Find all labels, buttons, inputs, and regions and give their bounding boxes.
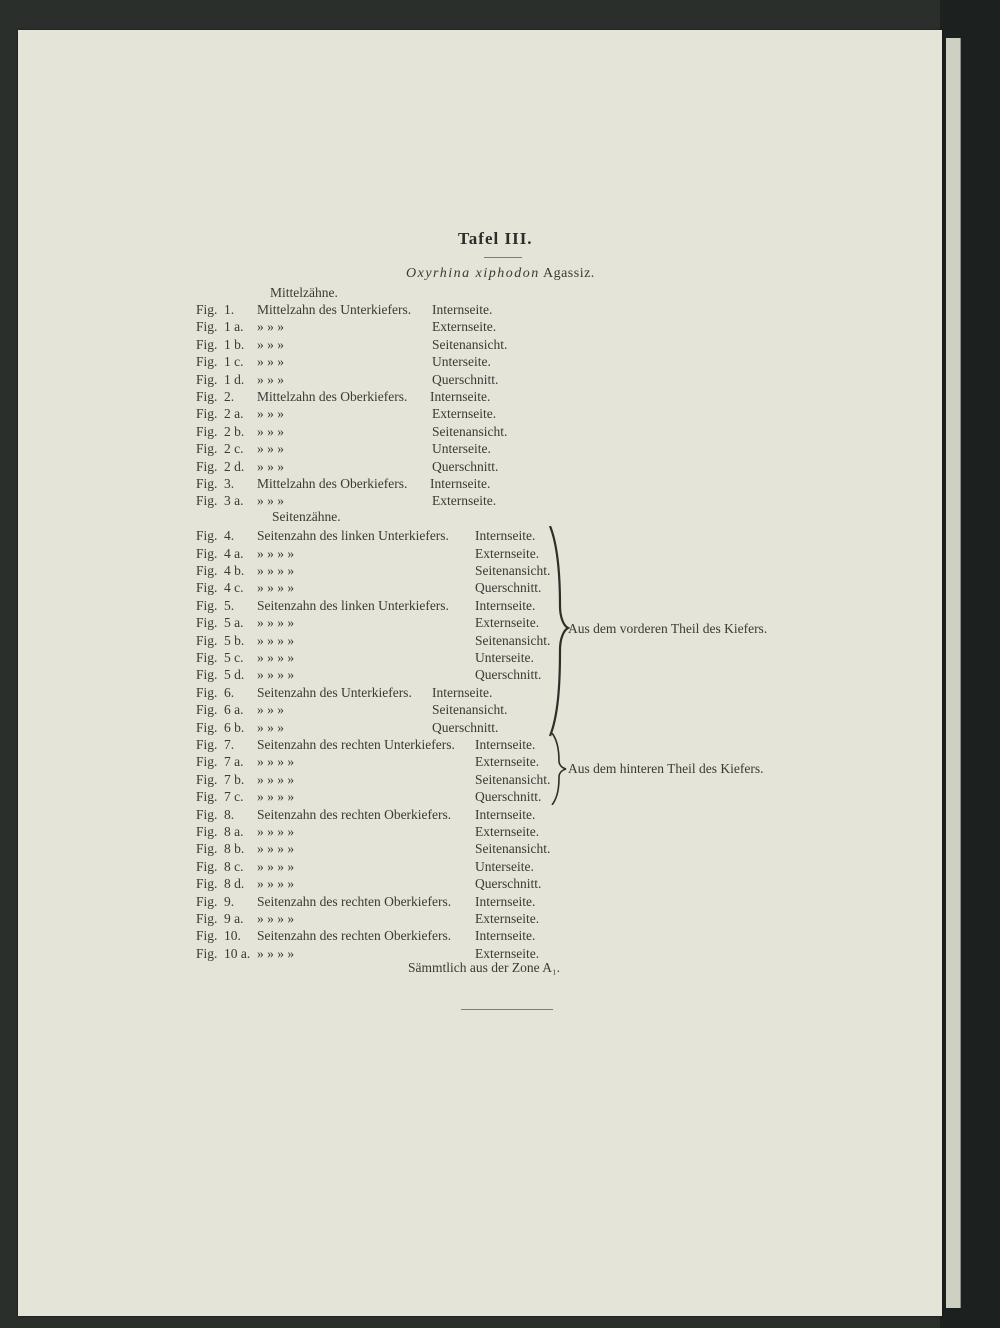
figure-description: » » » »	[257, 945, 295, 961]
figure-description: » » » »	[257, 824, 295, 839]
figure-view: Seitenansicht.	[475, 563, 551, 578]
figure-description: Seitenzahn des rechten Oberkiefers.	[257, 928, 452, 944]
figure-prefix: Fig.	[196, 945, 218, 961]
species-author: Agassiz.	[542, 266, 595, 281]
figure-description: » » » »	[257, 911, 295, 926]
figure-description: » » » »	[257, 615, 295, 631]
figure-view: Internseite.	[475, 928, 536, 944]
figure-description: » » » »	[257, 858, 295, 874]
figure-view: Seitenansicht.	[432, 336, 508, 352]
plate-page	[18, 30, 942, 1316]
figure-prefix: Fig.	[196, 650, 218, 665]
figure-description: » » » »	[257, 632, 295, 648]
figure-prefix: Fig.	[196, 911, 218, 926]
figure-number: 7 b.	[224, 771, 245, 787]
figure-prefix: Fig.	[196, 632, 218, 648]
figure-number: 7 c.	[224, 789, 244, 805]
figure-prefix: Fig.	[196, 319, 218, 335]
figure-prefix: Fig.	[196, 893, 218, 909]
figure-prefix: Fig.	[196, 615, 218, 631]
figure-number: 3.	[224, 476, 235, 491]
figure-prefix: Fig.	[196, 580, 218, 596]
figure-view: Externseite.	[475, 545, 540, 561]
figure-number: 8 b.	[224, 841, 245, 857]
figure-view: Internseite.	[475, 597, 536, 613]
figure-description: » » » »	[257, 754, 295, 770]
figure-description: Seitenzahn des rechten Oberkiefers.	[257, 893, 452, 909]
figure-description: » » » »	[257, 580, 295, 596]
figure-prefix: Fig.	[196, 406, 218, 422]
figure-view: Querschnitt.	[432, 719, 499, 735]
figure-view: Internseite.	[430, 389, 491, 404]
figure-prefix: Fig.	[196, 702, 218, 718]
figure-prefix: Fig.	[196, 876, 218, 892]
figure-view: Querschnitt.	[475, 876, 542, 892]
figure-prefix: Fig.	[196, 824, 218, 839]
figure-prefix: Fig.	[196, 667, 218, 683]
figure-number: 5 c.	[224, 650, 244, 665]
figure-prefix: Fig.	[196, 684, 218, 700]
figure-view: Externseite.	[475, 945, 540, 961]
figure-view: Seitenansicht.	[475, 771, 551, 787]
figure-description: Seitenzahn des Unterkiefers.	[257, 684, 412, 700]
figure-view: Internseite.	[432, 684, 493, 700]
section-heading-seitenzaehne: Seitenzähne.	[272, 509, 341, 524]
figure-prefix: Fig.	[196, 354, 218, 370]
figure-number: 5 b.	[224, 632, 245, 648]
figure-number: 6 b.	[224, 719, 245, 735]
figure-view: Internseite.	[475, 737, 536, 752]
figure-number: 7.	[224, 737, 235, 752]
figure-number: 8 c.	[224, 858, 244, 874]
figure-view: Externseite.	[475, 754, 540, 770]
figure-description: » » »	[257, 702, 284, 718]
figure-description: Seitenzahn des rechten Oberkiefers.	[257, 806, 452, 822]
brace-vorderen	[546, 526, 570, 738]
figure-description: » » »	[257, 371, 284, 387]
figure-description: Mittelzahn des Oberkiefers.	[257, 476, 408, 491]
figure-number: 1.	[224, 302, 235, 317]
figure-view: Seitenansicht.	[432, 423, 508, 439]
figure-number: 1 d.	[224, 371, 245, 387]
figure-description: » » » »	[257, 771, 295, 787]
figure-number: 10 a.	[224, 945, 251, 961]
figure-number: 5.	[224, 597, 235, 613]
note-vorderer-teil: Aus dem vorderen Theil des Kiefers.	[568, 621, 768, 636]
figure-view: Seitenansicht.	[475, 632, 551, 648]
figure-description: » » »	[257, 441, 284, 457]
figure-view: Externseite.	[432, 493, 497, 509]
figure-description: Seitenzahn des linken Unterkiefers.	[257, 597, 449, 613]
figure-number: 6 a.	[224, 702, 244, 718]
figure-prefix: Fig.	[196, 597, 218, 613]
figure-prefix: Fig.	[196, 858, 218, 874]
figure-description: » » »	[257, 406, 284, 422]
figure-view: Externseite.	[475, 911, 540, 926]
figure-description: Mittelzahn des Oberkiefers.	[257, 389, 408, 404]
figure-view: Internseite.	[475, 528, 536, 544]
figure-prefix: Fig.	[196, 737, 218, 752]
figure-number: 4 b.	[224, 563, 245, 578]
figure-number: 2 a.	[224, 406, 244, 422]
figure-description: » » » »	[257, 563, 295, 578]
section-heading-mittelzaehne: Mittelzähne.	[270, 285, 338, 300]
note-hinterer-teil: Aus dem hinteren Theil des Kiefers.	[568, 761, 764, 776]
figure-description: » » »	[257, 458, 284, 474]
figure-view: Internseite.	[475, 806, 536, 822]
zone-note: Sämmtlich aus der Zone A₁.	[408, 960, 561, 975]
figure-number: 7 a.	[224, 754, 244, 770]
figure-view: Internseite.	[432, 302, 493, 317]
figure-description: » » »	[257, 423, 284, 439]
figure-view: Unterseite.	[475, 650, 534, 665]
figure-prefix: Fig.	[196, 302, 218, 317]
figure-number: 10.	[224, 928, 241, 944]
figure-description: Seitenzahn des rechten Unterkiefers.	[257, 737, 455, 752]
figure-view: Querschnitt.	[475, 789, 542, 805]
figure-view: Unterseite.	[432, 441, 491, 457]
figure-view: Querschnitt.	[432, 371, 499, 387]
page-edges	[946, 38, 961, 1308]
figure-prefix: Fig.	[196, 771, 218, 787]
figure-description: » » » »	[257, 789, 295, 805]
figure-number: 8.	[224, 806, 235, 822]
figure-view: Unterseite.	[475, 858, 534, 874]
figure-view: Internseite.	[430, 476, 491, 491]
figure-number: 4.	[224, 528, 235, 544]
figure-number: 2 c.	[224, 441, 244, 457]
figure-description: » » » »	[257, 876, 295, 892]
figure-view: Querschnitt.	[475, 580, 542, 596]
figure-prefix: Fig.	[196, 493, 218, 509]
figure-description: » » »	[257, 719, 284, 735]
figure-prefix: Fig.	[196, 528, 218, 544]
figure-description: » » » »	[257, 650, 295, 665]
figure-prefix: Fig.	[196, 545, 218, 561]
figure-number: 2 d.	[224, 458, 245, 474]
figure-prefix: Fig.	[196, 841, 218, 857]
figure-prefix: Fig.	[196, 458, 218, 474]
figure-description: Seitenzahn des linken Unterkiefers.	[257, 528, 449, 544]
figure-number: 3 a.	[224, 493, 244, 509]
figure-prefix: Fig.	[196, 423, 218, 439]
figure-number: 5 a.	[224, 615, 244, 631]
figure-number: 1 c.	[224, 354, 244, 370]
species-name: Oxyrhina xiphodon	[406, 266, 540, 281]
figure-description: » » » »	[257, 841, 295, 857]
figure-number: 1 b.	[224, 336, 245, 352]
figure-prefix: Fig.	[196, 719, 218, 735]
figure-prefix: Fig.	[196, 754, 218, 770]
figure-view: Unterseite.	[432, 354, 491, 370]
figure-description: » » »	[257, 319, 284, 335]
figure-view: Querschnitt.	[432, 458, 499, 474]
title-rule	[484, 257, 522, 258]
brace-hinteren	[548, 733, 570, 805]
figure-number: 4 a.	[224, 545, 244, 561]
figure-number: 9.	[224, 893, 235, 909]
figure-prefix: Fig.	[196, 928, 218, 944]
figure-view: Externseite.	[475, 615, 540, 631]
figure-description: » » »	[257, 493, 284, 509]
figure-prefix: Fig.	[196, 389, 218, 404]
figure-number: 4 c.	[224, 580, 244, 596]
figure-view: Internseite.	[475, 893, 536, 909]
figure-view: Querschnitt.	[475, 667, 542, 683]
figure-prefix: Fig.	[196, 563, 218, 578]
figure-view: Seitenansicht.	[432, 702, 508, 718]
figure-number: 9 a.	[224, 911, 244, 926]
figure-description: Mittelzahn des Unterkiefers.	[257, 302, 412, 317]
figure-prefix: Fig.	[196, 336, 218, 352]
end-rule	[461, 1009, 553, 1010]
figure-prefix: Fig.	[196, 806, 218, 822]
figure-prefix: Fig.	[196, 789, 218, 805]
figure-number: 6.	[224, 684, 235, 700]
figure-number: 8 d.	[224, 876, 245, 892]
figure-number: 2 b.	[224, 423, 245, 439]
species-heading	[406, 266, 595, 282]
figure-prefix: Fig.	[196, 476, 218, 491]
figure-prefix: Fig.	[196, 371, 218, 387]
figure-number: 1 a.	[224, 319, 244, 335]
figure-view: Externseite.	[432, 319, 497, 335]
figure-description: » » »	[257, 354, 284, 370]
figure-view: Seitenansicht.	[475, 841, 551, 857]
figure-prefix: Fig.	[196, 441, 218, 457]
figure-description: » » »	[257, 336, 284, 352]
figure-number: 2.	[224, 389, 235, 404]
figure-view: Externseite.	[475, 824, 540, 839]
figure-number: 8 a.	[224, 824, 244, 839]
figure-number: 5 d.	[224, 667, 245, 683]
plate-title: Tafel III.	[458, 229, 533, 248]
figure-description: » » » »	[257, 667, 295, 683]
figure-view: Externseite.	[432, 406, 497, 422]
figure-description: » » » »	[257, 545, 295, 561]
